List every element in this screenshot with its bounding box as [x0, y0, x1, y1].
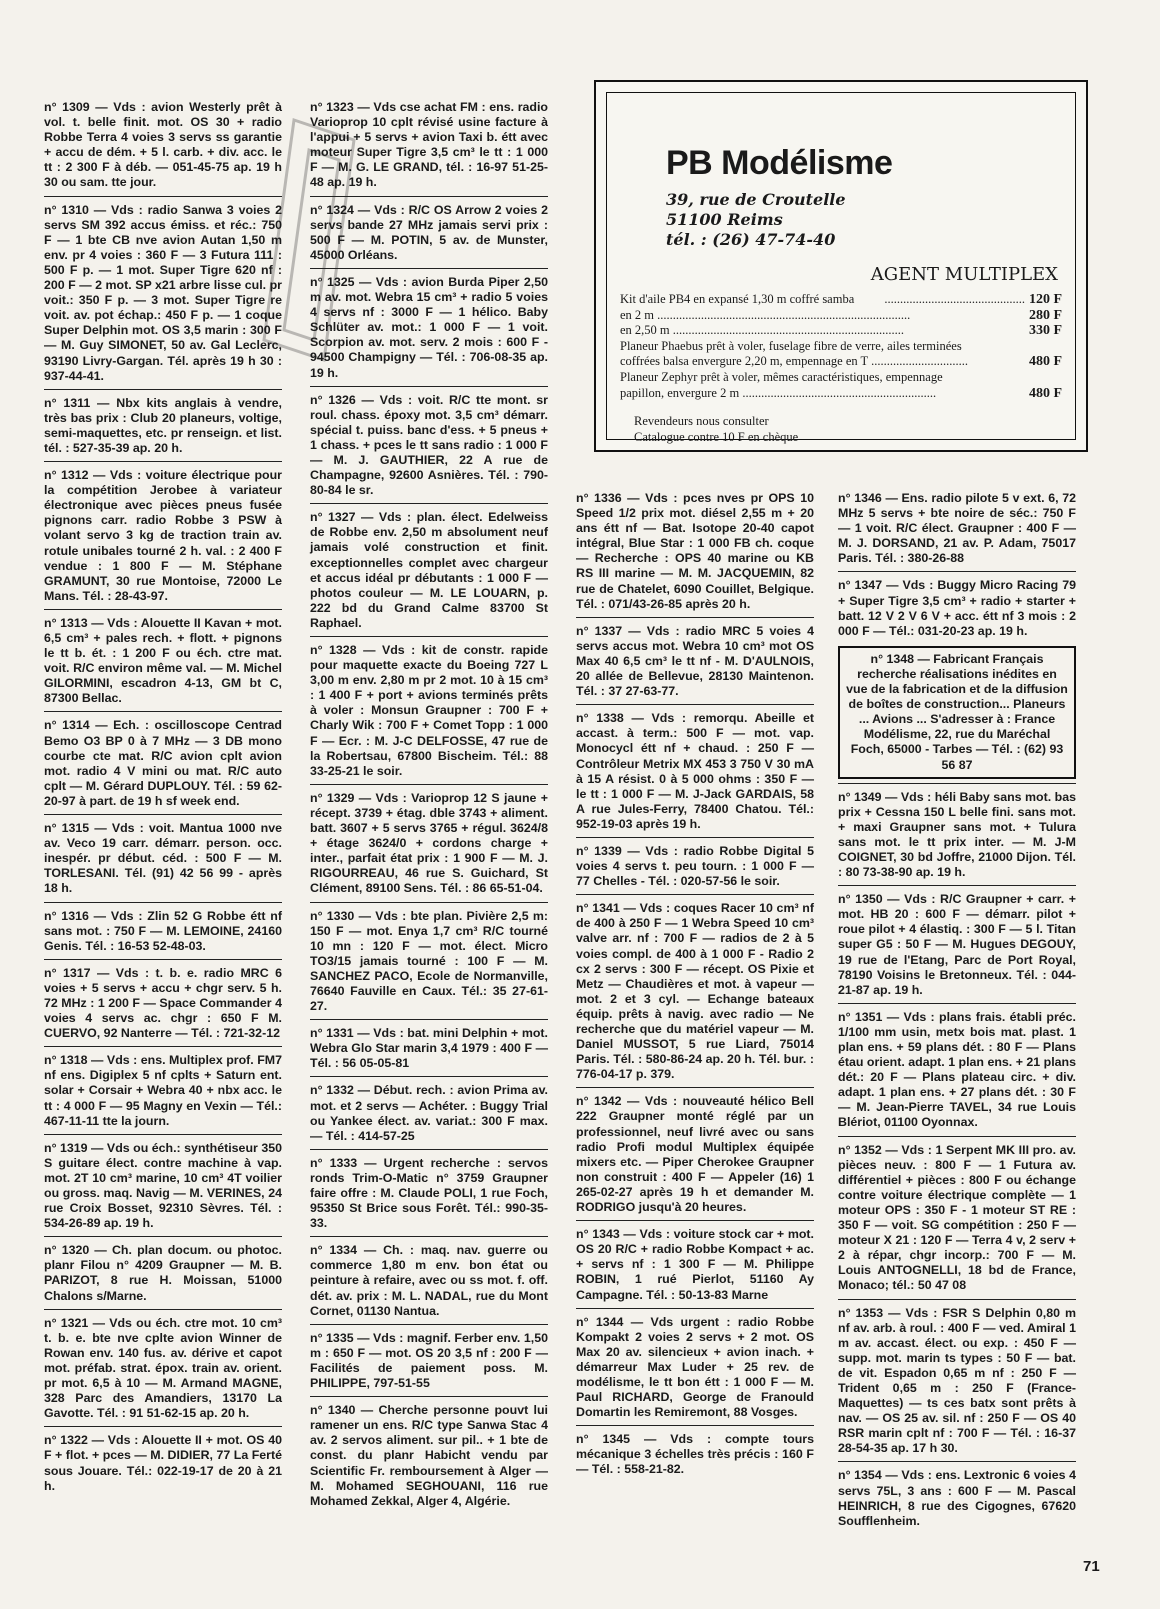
classified-ad: n° 1345 — Vds : compte tours mécanique 3 échelles très précis : 160 F — Tél. : 558-21-82. [576, 1425, 814, 1482]
classified-ad: n° 1310 — Vds : radio Sanwa 3 voies 2 servs SM 392 accus émiss. et réc.: 750 F — 1 bte CB nve avion Autan 1,50 m env. pr 4 voies : 360 F — 3 Futura 111 : 500 F p. — 1 mot. Super Tigre 620 nf : 200 F — 2 mot. SP x21 arbre lisse cul. pr voit.: 350 F p. — 3 mot. Super Tigre re voit. av. pot échap.: 450 F p. — 1 coque Super Delphin mot. OS 3,5 marin : 300 F — M. Guy SIMONET, 50 av. Gal Leclerc, 93190 Livry-Gargan. Tél. après 19 h 30 : 937-44-41. [44, 196, 282, 389]
product-description: Planeur Phaebus prêt à voler, fuselage fibre de verre, ailes terminées [620, 338, 962, 353]
price-row [620, 354, 1062, 370]
classified-ad: n° 1326 — Vds : voit. R/C tte mont. sr roul. chass. époxy mot. 3,5 cm³ démarr. spécial t. puiss. banc d'ess. + 5 pneus + 1 chass. + pces le tt sans radio : 1 000 F — M. J. GAUTHIER, 22 A rue de Champagne, 92600 Asnières. Tél. : 790-80-84 le sr. [310, 386, 548, 504]
classified-ad: n° 1348 — Fabricant Français recherche réalisations inédites en vue de la fabrication et de la diffusion de boîtes de construction... Planeurs ... Avions ... S'adresser à : France Modélisme, 22, rue du Maréchal Foch, 65000 - Tarbes — Tél. : (62) 93 56 87 [838, 646, 1076, 779]
price-value: 480 F [1028, 354, 1062, 370]
classified-ad: n° 1334 — Ch. : maq. nav. guerre ou commerce 1,80 m env. bon état ou peinture à refaire, avec ou ss mot. f. off. dét. av. prix : M. L. NADAL, rue du Mont Cornet, 01130 Nantua. [310, 1236, 548, 1323]
classified-ad: n° 1322 — Vds : Alouette II + mot. OS 40 F + flot. + pces — M. DIDIER, 77 La Ferté sous Jouare. Tél.: 022-19-17 de 20 à 21 h. [44, 1426, 282, 1498]
classified-ad: n° 1335 — Vds : magnif. Ferber env. 1,50 m : 650 F — mot. OS 20 3,5 nf : 200 F — Facilités de paiement poss. M. PHILIPPE, 797-51-55 [310, 1324, 548, 1396]
price-row [620, 308, 1062, 324]
column-4 [838, 491, 1076, 1534]
classified-ad: n° 1353 — Vds : FSR S Delphin 0,80 m nf av. arb. à roul. : 400 F — ved. Amiral 1 m av. accast. élect. ou exp. : 450 F — supp. mot. marin ts types : 50 F — bat. de vit. Espadon 0,65 m nf : 250 F — Trident 0,65 m : 250 F (France-Maquettes) — ts ces batx sont prêts à nav. — OS 25 av. sil. nf : 250 F — OS 40 RSR marin cplt nf : 700 F — Tél. : 16-37 28-54-35 ap. 17 h 30. [838, 1299, 1076, 1462]
pb-modelisme-advert [594, 80, 1088, 452]
classified-ad: n° 1337 — Vds : radio MRC 5 voies 4 servs accus mot. Webra 10 cm³ mot OS Max 40 6,5 cm³ le tt nf - M. D'AULNOIS, 20 allée de Bellevue, 28130 Maintenon. Tél. : 37 27-63-77. [576, 617, 814, 704]
classified-ad: n° 1316 — Vds : Zlin 52 G Robbe étt nf sans mot. : 750 F — M. LEMOINE, 24160 Genis. Tél. : 16-53 52-48-03. [44, 902, 282, 959]
price-value: 480 F [1028, 385, 1062, 401]
price-label: papillon, envergure 2 m .............................................................. [620, 385, 937, 400]
classified-ad: n° 1327 — Vds : plan. élect. Edelweiss de Robbe env. 2,50 m absolument neuf jamais volé construction et finit. exceptionnelles complet avec chargeur et accus idéal pr débutants : 1 000 F — photos couleur — M. LE LOUARN, p. 222 bd du Grand Calme 83700 St Raphael. [310, 503, 548, 636]
footer-line: Revendeurs nous consulter [634, 414, 769, 428]
advert-address [666, 190, 846, 250]
classified-ad: n° 1344 — Vds urgent : radio Robbe Kompakt 2 voies 2 servs + 2 mot. OS Max 20 av. silencieux + avion inach. + démarreur Max Luder + 25 rev. de modélisme, le tt bon étt : 1 000 F — M. Paul RICHARD, George de Franould Domartin les Remiremont, 88 Vosges. [576, 1308, 814, 1426]
classified-ad: n° 1341 — Vds : coques Racer 10 cm³ nf de 400 à 250 F — 1 Webra Speed 10 cm³ valve arr. nf : 700 F — radios de 2 à 5 voies compl. de 400 à 1 000 F - Radio 2 cx 2 servs : 300 F — récept. OS Pixie et Metz — Chaudières et mot. à vapeur — mot. 2 et 3 cyl. — Echange bateaux équip. prêts à navig. avec radio — Ne recherche que du matériel vapeur — M. Daniel MUSSOT, 5 rue Liard, 75014 Paris. Tél. : 580-86-24 ap. 20 h. Tél. bur. : 776-04-17 p. 379. [576, 894, 814, 1087]
classified-ad: n° 1311 — Nbx kits anglais à vendre, très bas prix : Club 20 planeurs, voltige, semi-maquettes, etc. pr renseign. et list. tél. : 527-35-39 ap. 20 h. [44, 389, 282, 461]
classified-ad: n° 1336 — Vds : pces nves pr OPS 10 Speed 1/2 prix mot. diésel 2,55 m + 20 ans étt nf — Bat. Isotope 20-40 capot intégral, Blue Star : 1 000 FB ch. coque — Recherche : OPS 40 marine ou KB RS III marine — M. M. JACQUEMIN, 82 rue de Chatelet, 6090 Couillet, Belgique. Tél. : 071/43-26-85 après 20 h. [576, 491, 814, 611]
footer-line: Catalogue contre 10 F en chèque [634, 429, 799, 444]
classified-ad: n° 1333 — Urgent recherche : servos ronds Trim-O-Matic n° 3759 Graupner faire offre : M. Claude POLI, 1 rue Foch, 95350 St Brice sous Forêt. Tél.: 990-35-33. [310, 1149, 548, 1236]
address-phone: tél. : (26) 47-74-40 [666, 230, 836, 249]
column-2 [310, 100, 548, 1514]
classified-ad: n° 1312 — Vds : voiture électrique pour la compétition Jerobee à variateur électronique avec pièces pneus fusée pignons carr. radio Robbe 3 PSW à volant servo 3 kg de traction train av. rotule unibales tourné 2 h. val. : 2 400 F vendue : 1 800 F — M. Stéphane GRAMUNT, 30 rue Montoise, 72000 Le Mans. Tél. : 28-43-97. [44, 461, 282, 609]
classified-ad: n° 1329 — Vds : Varioprop 12 S jaune + récept. 3739 + étag. dble 3743 + aliment. batt. 3607 + 5 servs 3765 + régul. 3624/8 + étage 3624/0 + cordons charge + inter., parfait état prix : 1 900 F — M. J. RIGOURREAU, 46 rue S. Guichard, St Clément, 89100 Sens. Tél. : 86 65-51-04. [310, 784, 548, 902]
classified-ad: n° 1354 — Vds : ens. Lextronic 6 voies 4 servs 75L, 3 ans : 600 F — M. Pascal HEINRICH, 8 rue des Cigognes, 67620 Soufflenheim. [838, 1461, 1076, 1533]
classified-ad: n° 1313 — Vds : Alouette II Kavan + mot. 6,5 cm³ + pales rech. + flott. + pignons le tt b. ét. : 1 200 F ou éch. ctre mat. voit. R/C environ même val. — M. Michel GILORMINI, escadron 4-13, GM bt C, 87300 Bellac. [44, 609, 282, 712]
classified-ad: n° 1350 — Vds : R/C Graupner + carr. + mot. HB 20 : 600 F — démarr. pilot + roue pilot + 4 élastiq. : 300 F — 5 l. Titan super G5 : 50 F — M. Hugues DEGOUY, 19 rue de l'Etang, Parc de Port Royal, 78190 Voisins le Bretonneux. Tél. : 044-21-87 ap. 19 h. [838, 885, 1076, 1003]
price-row [620, 323, 1062, 339]
classified-ad: n° 1315 — Vds : voit. Mantua 1000 nve av. Veco 19 carr. démarr. person. occ. inespér. pr début. céd. : 500 F — M. TORLESANI. Tél. (91) 42 56 99 - après 18 h. [44, 814, 282, 901]
classified-ad: n° 1314 — Ech. : oscilloscope Centrad Bemo O3 BP 0 à 7 MHz — 3 DB mono courbe cte mat. R/C avion cplt avion mot. radio 4 V mini ou mat. R/C auto cplt — M. Gérard DUPLOUY. Tél. : 59 62-20-97 à part. de 19 h sf week end. [44, 711, 282, 814]
price-label: en 2 m ................................................................................. [620, 307, 911, 322]
advert-footer [634, 414, 798, 445]
product-description: Planeur Zephyr prêt à voler, mêmes caractéristiques, empennage [620, 369, 943, 384]
classified-ad: n° 1342 — Vds : nouveauté hélico Bell 222 Graupner monté réglé par un professionnel, neuf livré avec ou sans radio Profi modul Multiplex équipée mixers etc. — Piper Cherokee Graupner non construit : 400 F — Appeler (16) 1 265-02-27 après 19 h et demander M. RODRIGO jusqu'à 20 heures. [576, 1087, 814, 1220]
page-number: 71 [1083, 1558, 1100, 1575]
classified-ad: n° 1331 — Vds : bat. mini Delphin + mot. Webra Glo Star marin 3,4 1979 : 400 F — Tél. : 56 05-05-81 [310, 1019, 548, 1076]
classified-ad: n° 1330 — Vds : bte plan. Pivière 2,5 m: 150 F — mot. Enya 1,7 cm³ R/C tourné 10 mn : 120 F — mot. élect. Micro TO3/15 jamais tourné : 100 F — M. SANCHEZ PACO, Ecole de Normanville, 76640 Fauville en Caux. Tél.: 35 27-61-27. [310, 902, 548, 1020]
classified-ad: n° 1317 — Vds : t. b. e. radio MRC 6 voies + 5 servs + accu + chgr serv. 5 h. 72 MHz : 1 200 F — Space Commander 4 voies 4 servs ac. chgr : 650 F M. CUERVO, 92 Nanterre — Tél. : 721-32-12 [44, 959, 282, 1046]
advert-company-name: PB Modélisme [666, 144, 893, 182]
classified-ad: n° 1320 — Ch. plan docum. ou photoc. planr Filou n° 4209 Graupner — M. B. PARIZOT, 8 rue H. Moissan, 51000 Chalons s/Marne. [44, 1236, 282, 1308]
classified-ad: n° 1321 — Vds ou éch. ctre mot. 10 cm³ t. b. e. bte nve cplte avion Winner de Rowan env. 140 fus. av. dérive et capot mot. préfab. strat. épox. train av. orient. pr mot. 6,5 à 10 — M. Armand MAGNE, 328 Parc des Amandiers, 13170 La Gavotte. Tél. : 91 51-62-15 ap. 20 h. [44, 1309, 282, 1427]
advert-price-list [620, 292, 1062, 401]
classified-ad: n° 1346 — Ens. radio pilote 5 v ext. 6, 72 MHz 5 servs + bte noire de séc.: 750 F — 1 voit. R/C élect. Graupner : 400 F — M. J. DORSAND, 21 av. P. Adam, 75017 Paris. Tél. : 380-26-88 [838, 491, 1076, 566]
classified-ad: n° 1339 — Vds : radio Robbe Digital 5 voies 4 servs t. peu tourn. : 1 000 F — 77 Chelles - Tél. : 020-57-56 le soir. [576, 837, 814, 894]
column-3 [576, 491, 814, 1483]
classified-ad: n° 1338 — Vds : remorqu. Abeille et accast. à term.: 500 F — mot. vap. Monocycl étt nf + chaud. : 250 F — Contrôleur Metrix MX 453 3 750 V 30 mA à 15 A résist. 0 à 5 000 ohms : 350 F — le tt : 1 000 F — M. J-Jack GARDAIS, 58 A rue Jules-Ferry, 78400 Chatou. Tél.: 952-19-03 après 19 h. [576, 704, 814, 837]
classified-ad: n° 1343 — Vds : voiture stock car + mot. OS 20 R/C + radio Robbe Kompact + ac. + servs nf : 1 300 F — M. Philippe ROBIN, 1 rué Pierlot, 51160 Ay Campagne. Tél. : 50-13-83 Marne [576, 1220, 814, 1307]
advert-agent-heading: AGENT MULTIPLEX [870, 264, 1058, 285]
price-value: 120 F [1028, 292, 1062, 307]
column-1 [44, 100, 282, 1499]
address-city: 51100 Reims [666, 210, 783, 229]
classified-ad: n° 1351 — Vds : plans frais. établi préc. 1/100 mm usin, metx bois mat. plast. 1 plan ens. + 59 plans dét. : 80 F — Plans étau orient. adapt. 1 plan ens. + 21 plans dét.: 20 F — Plans plateau circ. + div. adapt. 1 plan ens. + 27 plans dét. : 30 F — M. Jean-Pierre TAVEL, 34 rue Louis Blériot, 01100 Oyonnax. [838, 1003, 1076, 1136]
classified-ad: n° 1324 — Vds : R/C OS Arrow 2 voies 2 servs bande 27 MHz jamais servi prix : 500 F — M. POTIN, 5 av. de Munster, 45000 Orléans. [310, 196, 548, 268]
classified-ad: n° 1318 — Vds : ens. Multiplex prof. FM7 nf ens. Digiplex 5 nf cplts + Saturn ent. solar + Corsair + Webra 40 + nbx acc. le tt : 4 000 F — 95 Magny en Vexin — Tél.: 467-11-11 tte la journ. [44, 1046, 282, 1133]
price-label: coffrées balsa envergure 2,20 m, empennage en T ............................... [620, 354, 968, 369]
classified-ad: n° 1319 — Vds ou éch.: synthétiseur 350 S guitare élect. contre machine à vap. mot. 2T 10 cm³ marine, 10 cm³ 4T voilier ou gross. maq. Navig — M. VERINES, 24 rue Croix Bosset, 92310 Sèvres. Tél. : 534-26-89 ap. 19 h. [44, 1134, 282, 1237]
price-value: 280 F [1028, 307, 1062, 323]
classified-ad: n° 1325 — Vds : avion Burda Piper 2,50 m av. mot. Webra 15 cm³ + radio 5 voies 4 servs nf : 3000 F — 1 hélico. Baby Schlüter av. mot.: 1 000 F — 1 voit. Scorpion av. mot. serv. 2 mois : 600 F - 94500 Champigny — Tél. : 706-08-35 ap. 19 h. [310, 268, 548, 386]
classified-ad: n° 1352 — Vds : 1 Serpent MK III pro. av. pièces neuv. : 800 F — 1 Futura av. différentiel + pièces : 800 F ou échange contre voiture électrique complète — 1 moteur OPS : 350 F - 1 moteur ST RE : 350 F — voit. SG compétition : 250 F — moteur X 21 : 120 F — Terra 4 v, 2 serv + 2 à répar, chgr incorp.: 700 F — M. Louis ANTOGNELLI, 18 bd de France, Monaco; tél.: 50 47 08 [838, 1136, 1076, 1299]
price-value: 330 F [1028, 323, 1062, 339]
price-row: Kit d'aile PB4 en expansé 1,30 m coffré samba ............................................. 120 F [620, 292, 1062, 307]
classified-ad: n° 1347 — Vds : Buggy Micro Racing 79 + Super Tigre 3,5 cm³ + radio + starter + batt. 12 V 2 V 6 V + acc. étt nf 3 mois : 2 000 F — Tél.: 031-20-23 ap. 19 h. [838, 571, 1076, 643]
classified-ad: n° 1328 — Vds : kit de constr. rapide pour maquette exacte du Boeing 727 L 3,00 m env. 2,80 m pr 2 mot. 10 à 15 cm³ : 1 400 F + port + avions terminés prêts à voler : Monsun Graupner : 700 F + Charly Wik : 700 F + Comet Topp : 1 000 F — Ecr. : M. J-C DELFOSSE, 47 rue de la Robertsau, 67800 Bischeim. Tél.: 88 33-25-21 le soir. [310, 636, 548, 784]
price-row [620, 386, 1062, 402]
price-label: en 2,50 m .......................................................................... [620, 323, 905, 338]
classified-ad: n° 1323 — Vds cse achat FM : ens. radio Varioprop 10 cplt révisé usine facture à l'appui + 5 servs + avion Taxi b. étt avec moteur Super Tigre 3,5 cm³ le tt : 1 000 F — M. G. LE GRAND, tél. : 16-97 51-25-48 ap. 19 h. [310, 100, 548, 190]
price-label: Kit d'aile PB4 en expansé 1,30 m coffré samba [620, 292, 855, 306]
classified-ad: n° 1340 — Cherche personne pouvt lui ramener un ens. R/C type Sanwa Stac 4 av. 2 servos aliment. sur pil.. + 1 bte de const. du planr Habicht vendu par Scientific Fr. remboursement à Alger — M. Mohamed SEGHOUANI, 116 rue Mohamed Zekkal, Alger 4, Algérie. [310, 1396, 548, 1514]
classified-ad: n° 1332 — Début. rech. : avion Prima av. mot. et 2 servs — Achéter. : Buggy Trial ou Yankee élect. av. variat.: 300 F max. — Tél. : 414-57-25 [310, 1076, 548, 1148]
classified-ad: n° 1349 — Vds : héli Baby sans mot. bas prix + Cessna 150 L belle fini. sans mot. + maxi Graupner sans mot. + Tulura sans mot. le tt prix inter. — M. J-M COIGNET, 30 bd Joffre, 21000 Dijon. Tél. : 80 73-38-90 ap. 19 h. [838, 783, 1076, 886]
classified-ad: n° 1309 — Vds : avion Westerly prêt à vol. t. belle finit. mot. OS 30 + radio Robbe Terra 4 voies 3 servs ss garantie + accu de dém. + 5 l. carb. + div. acc. le tt : 2 300 F à déb. — 051-45-75 ap. 19 h 30 ou sam. tte jour. [44, 100, 282, 190]
address-street: 39, rue de Croutelle [666, 190, 846, 209]
